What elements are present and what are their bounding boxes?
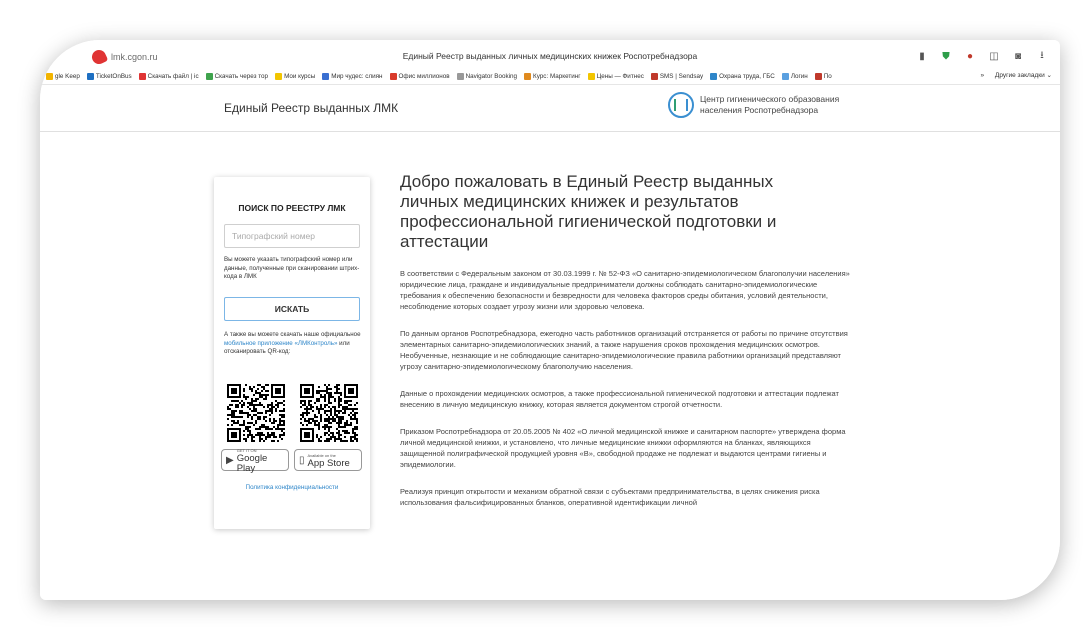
paragraph-2: По данным органов Роспотребнадзора, ежегодно часть работников организаций отстраняется от работы по причине отсутствия элементарных санитарно-эпидемиологических знаний, а также нарушения сроков прохождения медицинских осмотров. Необученные, незнающие и не соблюдающие санитарно-эпидемиологические правила работники организаций представляют угрозу санитарно-эпидемиологическому благополучию населения. [400,329,848,371]
bookmark-label: Мои курсы [284,72,316,80]
bookmark-favicon-icon [651,73,658,80]
bookmark-favicon-icon [87,73,94,80]
site-header [40,85,1060,132]
app-store-badge[interactable] [294,449,362,471]
bookmark-favicon-icon [322,73,329,80]
typographic-number-input[interactable] [224,224,360,248]
main-article [400,172,852,508]
paragraph-1: В соответствии с Федеральным законом от 30.03.1999 г. № 52-ФЗ «О санитарно-эпидемиологическом благополучии населения» юридические лица, граждане и индивидуальные предприниматели должны соблюдать санитарно-эпидемиологические требования к обеспечению безопасности и безвредности для человека факторов среды обитания, условий деятельности, несоблюдение которых создает угрозу жизни или здоровью человека. [400,269,850,311]
privacy-policy-link[interactable]: Политика конфиденциальности [245,484,339,491]
bookmark-favicon-icon [782,73,789,80]
paragraph-3: Данные о прохождении медицинских осмотров, а также профессиональной гигиенической подготовки и аттестации подлежат внесению в личную медицинскую книжку, которая является документом строгой отчетности. [400,389,839,409]
address-text[interactable]: lmk.cgon.ru [111,52,158,62]
org-name-line2: населения Роспотребнадзора [700,105,819,115]
bookmark-item[interactable] [457,73,517,80]
bookmark-item[interactable] [87,73,132,80]
bookmark-item[interactable] [390,73,450,80]
bookmark-label: Мир чудес: слиян [331,72,383,80]
bookmark-item[interactable] [275,73,315,80]
mobile-app-link[interactable]: мобильное приложение «ЛМКонтроль» [224,339,338,347]
bookmark-favicon-icon [815,73,822,80]
browser-window [40,40,1060,600]
bookmark-item[interactable] [651,73,703,80]
app-store-small: Available on the [307,452,336,458]
page-content [40,132,1060,600]
search-button[interactable]: ИСКАТЬ [224,297,360,321]
bookmark-label: Логин [790,72,808,80]
bookmark-favicon-icon [457,73,464,80]
bookmark-label: gle Keep [55,72,80,80]
phone-icon: ▯ [299,454,305,466]
org-name [700,94,839,116]
extension-icon[interactable]: ● [966,51,974,62]
org-logo-block[interactable] [668,92,839,118]
bookmarks-overflow[interactable]: » [980,72,985,79]
bookmark-label: Navigator Booking [465,72,518,80]
puzzle-icon[interactable]: ◫ [989,51,999,62]
other-bookmarks[interactable]: » Другие закладки ⌄ [980,72,1052,79]
app-text-prefix: А также вы можете скачать наше официальное [224,331,361,338]
bookmark-label: Цены — Фитнес [596,72,644,80]
screenshot-frame [40,40,1060,600]
google-play-icon: ▶ [226,454,234,466]
google-play-badge[interactable] [221,447,289,474]
bookmark-label: По [823,72,832,80]
paragraph-5: Реализуя принцип открытости и механизм обратной связи с субъектами предпринимательства, в целях снижения риска использования фальсифицированных бланков, оперативной идентификации личной [400,487,820,507]
bookmark-favicon-icon [588,73,595,80]
bookmark-favicon-icon [275,73,282,80]
bookmark-icon[interactable]: ▮ [919,51,925,62]
download-icon[interactable]: ⭳ [1040,50,1044,61]
bookmark-favicon-icon [139,73,146,80]
tab-title: Единый Реестр выданных личных медицинских книжек Роспотребнадзора [402,51,698,61]
paragraph-4: Приказом Роспотребнадзора от 20.05.2005 № 402 «О личной медицинской книжке и санитарном паспорте» утверждена форма личной медицинской книжки, и установлено, что личные медицинские книжки оформляются на бланках, являющихся защищенной полиграфической продукцией уровня «В», свободной продаже не подлежат и выдаются центрами гигиены и эпидемиологии. [400,427,846,469]
bookmark-item[interactable] [46,73,80,80]
profile-icon[interactable]: ◙ [1014,51,1022,62]
other-bookmarks-label[interactable]: Другие закладки [994,72,1045,79]
search-title: ПОИСК ПО РЕЕСТРУ ЛМК [238,203,346,213]
bookmark-item[interactable] [322,73,382,80]
bookmark-item[interactable] [710,73,775,80]
toolbar-icons [916,48,1048,65]
bookmarks-bar [40,68,1060,85]
bookmark-favicon-icon [710,73,717,80]
search-hint: Вы можете указать типографский номер или данные, полученные при сканировании штрих-кода в ЛМК [224,256,360,280]
google-play-small: GET IT ON [236,447,257,453]
app-download-text [224,331,364,357]
bookmark-favicon-icon [524,73,531,80]
bookmark-favicon-icon [46,73,53,80]
bookmark-item[interactable] [588,73,644,80]
bookmark-item[interactable] [206,73,268,80]
google-play-label: Google Play [236,452,268,474]
shield-extension-icon[interactable]: ⛊ [942,51,950,62]
app-store-label: App Store [307,457,350,469]
org-logo-icon [668,92,694,118]
bookmark-item[interactable] [782,73,808,80]
search-card [214,177,370,529]
browser-title-bar [40,40,1060,68]
qr-code-app-store[interactable] [300,384,358,442]
bookmark-label: Курс: Маркетинг [533,72,581,80]
bookmark-label: Охрана труда, ГБС [719,72,775,80]
bookmark-favicon-icon [390,73,397,80]
site-title[interactable]: Единый Реестр выданных ЛМК [224,101,399,115]
bookmark-label: Скачать файл | ic [147,72,199,80]
bookmark-label: Офис миллионов [398,72,450,80]
bookmark-label: Скачать через тор [214,72,269,80]
bookmark-item[interactable] [524,73,581,80]
org-name-line1: Центр гигиенического образования [700,94,840,104]
page-heading: Добро пожаловать в Единый Реестр выданных личных медицинских книжек и результатов профессиональной гигиенической подготовки и аттестации [400,172,777,251]
bookmark-label: SMS | Sendsay [659,72,704,80]
bookmark-label: TicketOnBus [95,72,132,80]
bookmark-item[interactable] [139,73,199,80]
bookmark-favicon-icon [206,73,213,80]
bookmark-item[interactable] [815,73,832,80]
app-text-suffix: или отсканировать QR-код: [224,339,350,355]
qr-code-google-play[interactable] [227,384,285,442]
